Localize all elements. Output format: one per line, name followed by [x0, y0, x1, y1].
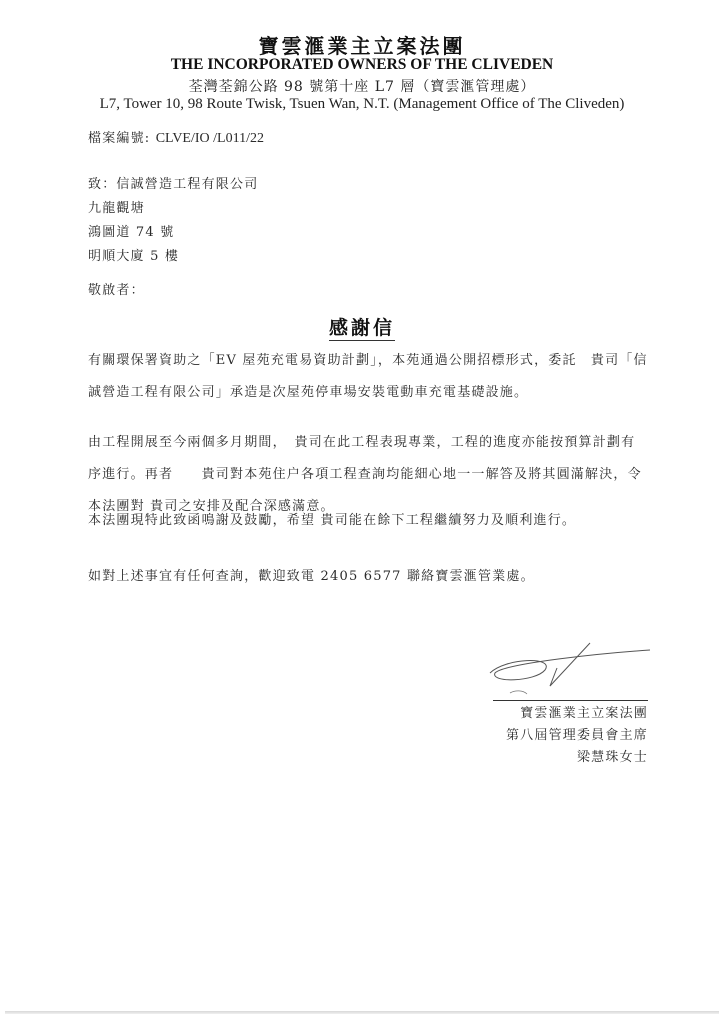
address-zh: 荃灣荃錦公路 98 號第十座 L7 層（寶雲滙管理處）	[188, 79, 536, 95]
paragraph-1	[88, 345, 668, 409]
letter-title	[0, 313, 724, 340]
paragraph-4	[88, 561, 668, 593]
paragraph-3	[88, 505, 668, 537]
recipient-address	[88, 173, 258, 269]
reference-label: 檔案編號:	[88, 131, 156, 146]
address-en: L7, Tower 10, 98 Route Twisk, Tsuen Wan, N.T. (Management Office of The Cliveden)	[99, 96, 625, 112]
org-name-zh: 寶雲滙業主立案法團	[258, 34, 466, 58]
paragraph-line: 本法團對 貴司之安排及配合深感滿意。	[88, 499, 335, 514]
reference-value: CLVE/IO /L011/22	[155, 131, 264, 146]
paragraph-line: 有關環保署資助之「EV 屋苑充電易資助計劃」，本苑通過公開招標形式，委託 貴司「信	[88, 353, 648, 368]
org-name-en: THE INCORPORATED OWNERS OF THE CLIVEDEN	[170, 56, 554, 73]
salutation: 敬啟者：	[88, 283, 145, 298]
letter-title-text: 感謝信	[328, 317, 395, 339]
signature-block	[506, 703, 648, 769]
scan-edge-divider	[5, 1011, 719, 1014]
signatory-title: 第八屆管理委員會主席	[505, 728, 648, 743]
recipient-line: 致：信誠營造工程有限公司	[88, 177, 259, 192]
paragraph-line: 誠營造工程有限公司」承造是次屋苑停車場安裝電動車充電基礎設施。	[88, 385, 529, 400]
recipient-line: 九龍觀塘	[88, 201, 145, 216]
paragraph-line: 由工程開展至今兩個多月期間， 貴司在此工程表現專業，工程的進度亦能按預算計劃有	[88, 435, 636, 450]
reference-number	[88, 127, 264, 147]
signature-line	[493, 700, 648, 701]
paragraph-line: 如對上述事宜有任何查詢，歡迎致電 2405 6577 聯絡寶雲滙管業處。	[88, 569, 535, 584]
signatory-name: 梁慧珠女士	[576, 750, 648, 765]
signature-icon	[485, 638, 655, 698]
paragraph-line: 序進行。再者 貴司對本苑住户各項工程查詢均能細心地一一解答及將其圓滿解決，令	[88, 467, 642, 482]
recipient-line: 鴻圖道 74 號	[88, 225, 175, 240]
signatory-org: 寶雲滙業主立案法團	[520, 706, 648, 721]
recipient-line: 明順大廈 5 樓	[88, 249, 180, 264]
paragraph-line: 本法團現特此致函鳴謝及鼓勵，希望 貴司能在餘下工程繼續努力及順利進行。	[88, 513, 577, 528]
